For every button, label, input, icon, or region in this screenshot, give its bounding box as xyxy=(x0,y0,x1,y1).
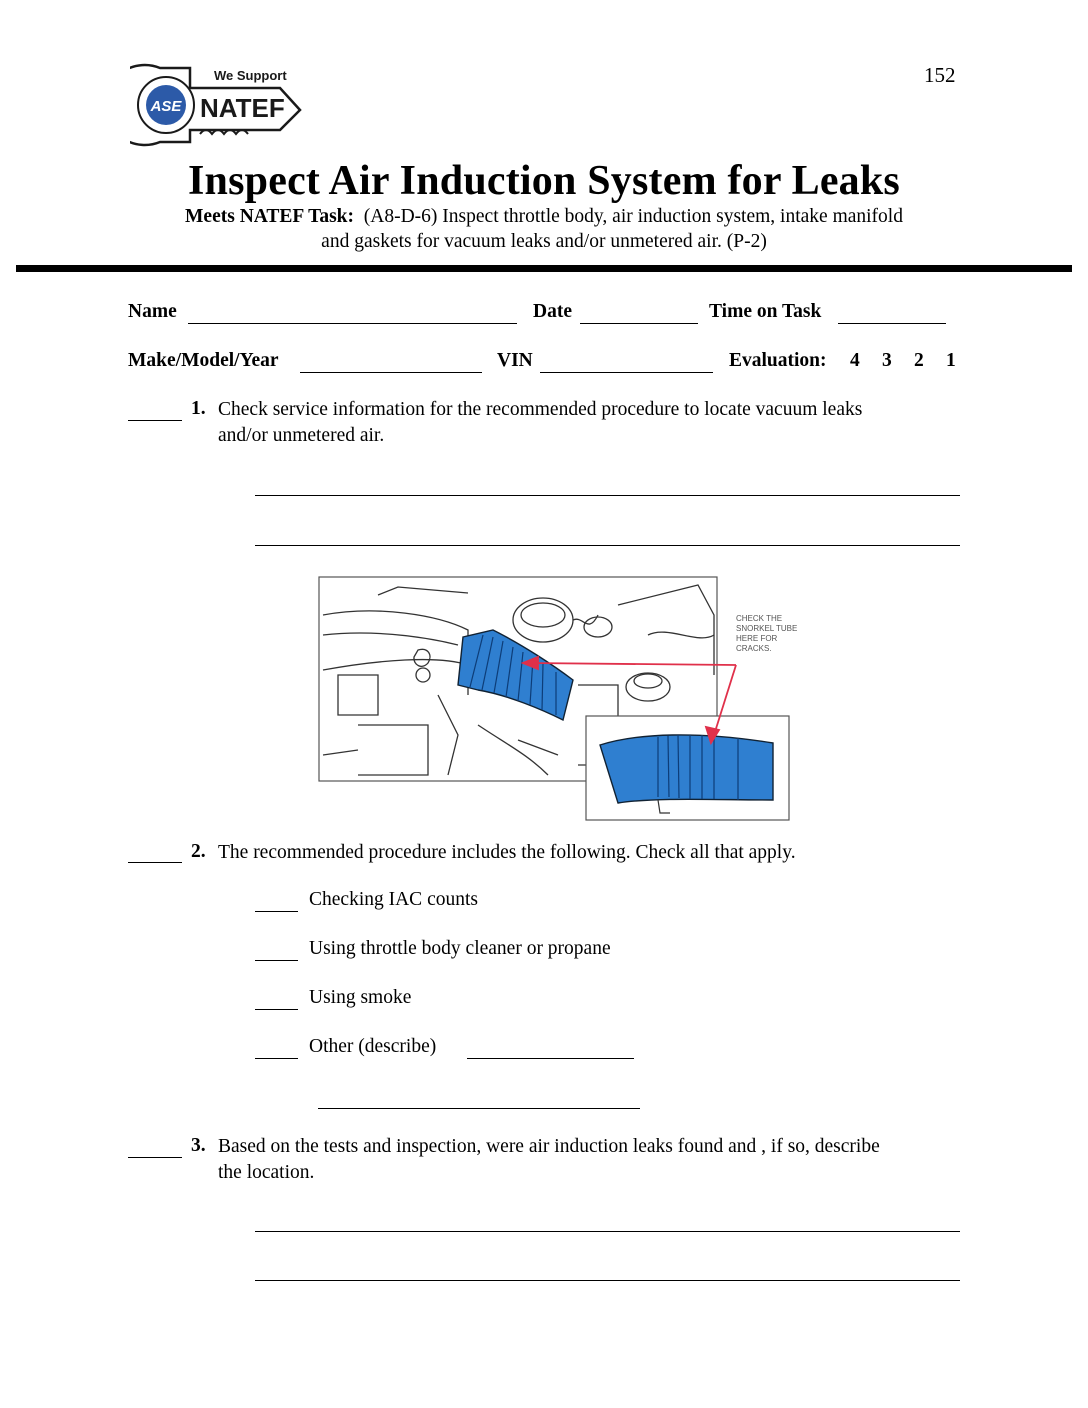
name-label: Name xyxy=(128,301,177,322)
snorkel-tube-illustration xyxy=(318,575,798,823)
task-description xyxy=(80,204,1008,254)
question-1-number: 1. xyxy=(191,398,206,419)
option-iac-counts: Checking IAC counts xyxy=(309,889,478,910)
question-2-checkoff[interactable] xyxy=(128,862,182,863)
option-checkbox-throttle[interactable] xyxy=(255,960,298,961)
page-title: Inspect Air Induction System for Leaks xyxy=(188,158,900,204)
callout-line-1: CHECK THE xyxy=(736,614,783,623)
evaluation-score-4[interactable]: 4 xyxy=(850,350,860,371)
other-describe-field[interactable] xyxy=(467,1058,634,1059)
time-on-task-field[interactable] xyxy=(838,323,946,324)
make-model-year-label: Make/Model/Year xyxy=(128,350,279,371)
option-checkbox-other[interactable] xyxy=(255,1058,298,1059)
question-1-text xyxy=(218,397,862,449)
question-1-line-2: and/or unmetered air. xyxy=(218,425,385,446)
other-describe-field-2[interactable] xyxy=(318,1108,640,1109)
option-checkbox-iac[interactable] xyxy=(255,911,298,912)
question-2-number: 2. xyxy=(191,841,206,862)
evaluation-score-2[interactable]: 2 xyxy=(914,350,924,371)
vin-field[interactable] xyxy=(540,372,713,373)
vin-label: VIN xyxy=(497,350,533,371)
option-checkbox-smoke[interactable] xyxy=(255,1009,298,1010)
task-line-1: (A8-D-6) Inspect throttle body, air induction system, intake manifold xyxy=(363,206,903,227)
date-field[interactable] xyxy=(580,323,698,324)
callout-line-3: HERE FOR xyxy=(736,634,778,643)
question-1-answer-line-2[interactable] xyxy=(255,545,960,546)
time-on-task-label: Time on Task xyxy=(709,301,822,322)
option-throttle-cleaner: Using throttle body cleaner or propane xyxy=(309,938,611,959)
question-3-answer-line-1[interactable] xyxy=(255,1231,960,1232)
logo-org: NATEF xyxy=(200,93,285,123)
option-smoke: Using smoke xyxy=(309,987,412,1008)
question-1-checkoff[interactable] xyxy=(128,420,182,421)
name-field[interactable] xyxy=(188,323,517,324)
question-1-line-1: Check service information for the recommended procedure to locate vacuum leaks xyxy=(218,399,863,420)
logo-badge-text: ASE xyxy=(150,98,182,115)
task-line-2: and gaskets for vacuum leaks and/or unmetered air. (P-2) xyxy=(321,231,767,252)
question-3-text xyxy=(218,1134,880,1186)
callout-line-2: SNORKEL TUBE xyxy=(736,624,798,633)
date-label: Date xyxy=(533,301,572,322)
task-label: Meets NATEF Task: xyxy=(185,206,355,227)
question-2-text: The recommended procedure includes the following. Check all that apply. xyxy=(218,842,796,863)
evaluation-label: Evaluation: xyxy=(729,350,827,371)
evaluation-score-1[interactable]: 1 xyxy=(946,350,956,371)
question-3-line-2: the location. xyxy=(218,1162,315,1183)
logo-tagline: We Support xyxy=(214,68,287,83)
make-model-year-field[interactable] xyxy=(300,372,482,373)
callout-line-4: CRACKS. xyxy=(736,644,772,653)
question-1-answer-line-1[interactable] xyxy=(255,495,960,496)
ase-natef-logo xyxy=(130,60,305,150)
question-3-number: 3. xyxy=(191,1135,206,1156)
ase-key-logo-graphic xyxy=(130,60,305,150)
option-other: Other (describe) xyxy=(309,1036,437,1057)
question-3-answer-line-2[interactable] xyxy=(255,1280,960,1281)
page-number: 152 xyxy=(924,63,956,87)
header-divider xyxy=(16,265,1072,272)
question-3-checkoff[interactable] xyxy=(128,1157,182,1158)
evaluation-score-3[interactable]: 3 xyxy=(882,350,892,371)
question-3-line-1: Based on the tests and inspection, were air induction leaks found and , if so, describe xyxy=(218,1136,880,1157)
